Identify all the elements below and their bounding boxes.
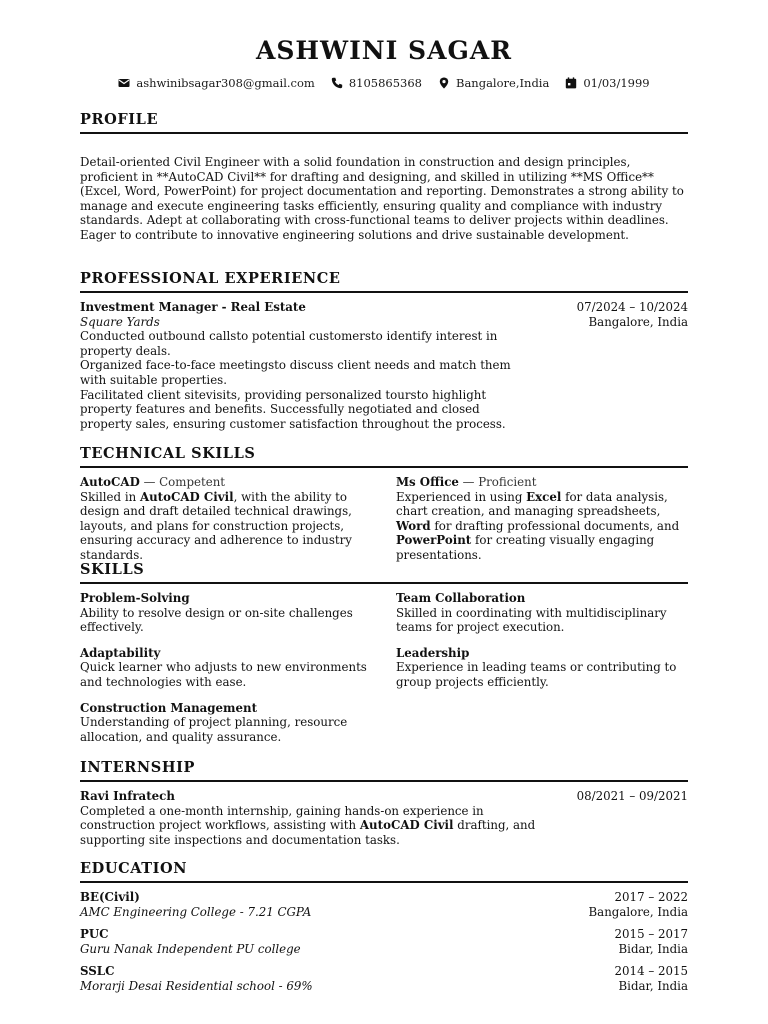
skills-row: [80, 591, 688, 635]
skill-item: [396, 591, 688, 635]
internship-heading: INTERNSHIP: [80, 759, 688, 782]
skill-autocad-desc: [80, 490, 372, 563]
skill-item: [80, 701, 372, 745]
text-run: drafting, and supporting site inspections and documentation tasks.: [80, 818, 536, 847]
profile-section: [80, 111, 688, 243]
skill-autocad-name: AutoCAD: [80, 475, 140, 489]
contact-dob: [565, 76, 649, 90]
education-row: [80, 890, 688, 905]
education-dates: 2014 – 2015: [614, 964, 688, 979]
education-dates: 2017 – 2022: [614, 890, 688, 904]
skill-desc: Understanding of project planning, resource allocation, and quality assurance.: [80, 715, 348, 744]
profile-summary: Detail-oriented Civil Engineer with a solid foundation in construction and design principles, proficient in **AutoCAD Civil** for drafting and designing, and skilled in utilizing **MS Office** (Excel, Word, PowerPoint) for project documentation and reporting. Demonstrates a strong ability to manage and execute engineering tasks efficiently, ensuring quality and compliance with industry standards. Adept at collaborating with cross-functional teams to deliver projects within deadlines. Eager to contribute to innovative engineering solutions and drive sustainable development.: [80, 155, 684, 242]
skill-autocad-level: — Competent: [139, 475, 226, 489]
candidate-name: ASHWINI SAGAR: [255, 36, 513, 65]
contact-bar: [0, 76, 768, 90]
skills-row: [80, 646, 688, 690]
calendar-icon: [565, 77, 577, 89]
education-school: Morarji Desai Residential school - 69%: [80, 978, 313, 993]
experience-header-row: [80, 300, 688, 315]
skill-msoffice-header: [396, 475, 688, 490]
education-entry: [80, 890, 688, 919]
technical-skills-columns: [80, 475, 688, 563]
job-location: Bangalore, India: [588, 314, 688, 329]
job-company: Square Yards: [80, 314, 160, 329]
skill-autocad: [80, 475, 372, 563]
skill-name: Adaptability: [80, 645, 161, 660]
experience-details: [80, 329, 532, 431]
education-row: [80, 927, 688, 942]
contact-email[interactable]: [118, 76, 314, 90]
skill-msoffice-desc: [396, 490, 688, 563]
skill-desc: Skilled in coordinating with multidisciplinary teams for project execution.: [396, 605, 667, 635]
technical-skills-heading: TECHNICAL SKILLS: [80, 445, 688, 468]
text-run: , with the ability to design and draft detailed technical drawings, layouts, and plans for construction projects, ensuring accuracy and adherence to industry standards.: [80, 489, 352, 562]
map-pin-icon: [438, 77, 450, 89]
email-text: ashwinibsagar308@gmail.com: [136, 76, 315, 90]
skill-desc: Experience in leading teams or contributing to group projects efficiently.: [396, 660, 677, 689]
job-dates: 07/2024 – 10/2024: [576, 300, 688, 314]
experience-section: [80, 270, 688, 431]
contact-phone[interactable]: [331, 76, 422, 90]
text-run: for data analysis, chart creation, and managing spreadsheets,: [396, 489, 668, 519]
technical-skills-section: [80, 445, 688, 563]
internship-desc: [80, 804, 540, 848]
skill-item: [80, 591, 372, 635]
skill-item: [396, 646, 688, 690]
experience-line: Facilitated client sitevisits, providing personalized toursto highlight property features and benefits. Successfully negotiated and closed property sales, ensuring customer satisfaction throughout the process.: [80, 387, 506, 431]
skill-desc: Ability to resolve design or on-site challenges effectively.: [80, 605, 353, 635]
skill-item: [80, 646, 372, 690]
location-text: Bangalore,India: [456, 76, 550, 90]
education-row: [80, 905, 688, 920]
education-section: [80, 860, 688, 994]
skills-section: [80, 561, 688, 744]
skills-heading: SKILLS: [80, 561, 688, 584]
skill-desc: Quick learner who adjusts to new environments and technologies with ease.: [80, 660, 367, 689]
contact-location: [438, 76, 549, 90]
education-school: Guru Nanak Independent PU college: [80, 941, 301, 956]
experience-heading: PROFESSIONAL EXPERIENCE: [80, 270, 688, 293]
internship-dates: 08/2021 – 09/2021: [576, 789, 688, 803]
skill-msoffice: [396, 475, 688, 563]
skill-name: Construction Management: [80, 700, 258, 715]
education-location: Bidar, India: [618, 941, 688, 956]
bold-run: AutoCAD Civil: [139, 489, 234, 504]
internship-section: [80, 759, 688, 847]
education-row: [80, 964, 688, 979]
text-run: for drafting professional documents, and: [430, 518, 680, 533]
text-run: for creating visually engaging presentations.: [396, 533, 655, 562]
experience-line: Organized face-to-face meetingsto discuss client needs and match them with suitable properties.: [80, 358, 511, 387]
education-entry: [80, 927, 688, 956]
education-degree: BE(Civil): [80, 890, 140, 904]
skill-name: Leadership: [396, 645, 470, 660]
bold-run: Excel: [526, 489, 562, 504]
education-degree: SSLC: [80, 964, 115, 979]
skills-row: [80, 701, 688, 745]
education-dates: 2015 – 2017: [614, 927, 688, 942]
bold-run: PowerPoint: [396, 533, 472, 548]
internship-header-row: [80, 789, 688, 804]
skill-name: Problem-Solving: [80, 591, 190, 605]
education-school: AMC Engineering College - 7.21 CGPA: [80, 904, 312, 919]
dob-text: 01/03/1999: [583, 76, 650, 90]
text-run: Skilled in: [80, 489, 140, 504]
education-entry: [80, 964, 688, 993]
education-row: [80, 942, 688, 957]
job-role: Investment Manager - Real Estate: [80, 300, 306, 314]
phone-text: 8105865368: [348, 76, 422, 90]
phone-icon: [331, 77, 343, 89]
experience-line: Conducted outbound callsto potential customersto identify interest in property deals.: [80, 329, 498, 358]
profile-heading: PROFILE: [80, 111, 688, 134]
education-location: Bangalore, India: [588, 904, 688, 919]
skill-name: Team Collaboration: [396, 591, 526, 605]
skill-autocad-header: [80, 475, 372, 490]
education-degree: PUC: [80, 927, 109, 942]
internship-company: Ravi Infratech: [80, 789, 175, 803]
envelope-icon: [118, 77, 130, 89]
bold-run: Word: [396, 518, 431, 533]
bold-run: AutoCAD Civil: [359, 818, 454, 833]
text-run: Completed a one-month internship, gaining hands-on experience in construction project workflows, assisting with: [80, 803, 484, 833]
experience-company-row: [80, 315, 688, 330]
skill-msoffice-name: Ms Office: [396, 475, 459, 489]
text-run: Experienced in using: [396, 489, 527, 504]
education-location: Bidar, India: [618, 978, 688, 993]
education-heading: EDUCATION: [80, 860, 688, 883]
skill-msoffice-level: — Proficient: [458, 475, 537, 489]
education-row: [80, 979, 688, 994]
